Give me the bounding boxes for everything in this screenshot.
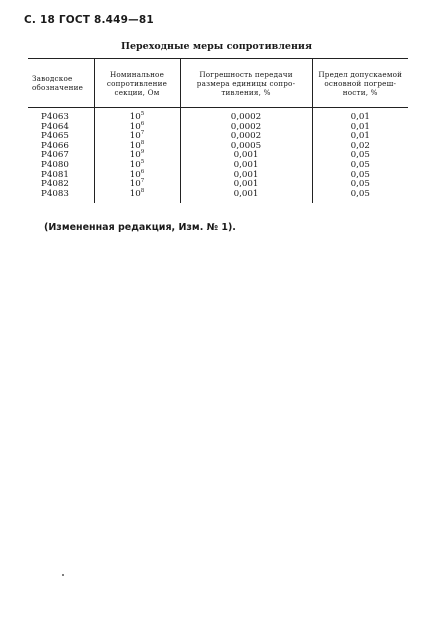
cell-nominal-base: 10 [129, 140, 141, 151]
cell-nominal-base: 10 [129, 112, 141, 122]
header-limit-line: основной погреш- [324, 78, 397, 88]
cell-designation: Р4080 [41, 159, 69, 170]
cell-nominal-exponent: 8 [140, 139, 145, 146]
page-header: С. 18 ГОСТ 8.449—81 [24, 14, 154, 26]
header-nominal-resistance [94, 59, 180, 108]
header-nominal-line: Номинальное [109, 69, 165, 79]
cell-designation: Р4064 [41, 121, 69, 132]
header-designation-line: обозначение [32, 83, 84, 92]
header-limit-line: Предел допускаемой [318, 69, 403, 79]
header-designation-line: Заводское [32, 74, 73, 83]
header-nominal-line: секции, Ом [114, 87, 160, 97]
cell-designation: Р4081 [41, 169, 69, 180]
header-nominal-line: сопротивление [106, 78, 168, 88]
cell-nominal-resistance [94, 187, 180, 204]
table-title: Переходные меры сопротивления [121, 41, 312, 52]
cell-error-limit: 0,05 [312, 161, 408, 171]
cell-error-limit: 0,01 [312, 113, 408, 123]
table-header-row [28, 59, 408, 108]
cell-error-limit: 0,01 [312, 132, 408, 142]
cell-nominal-exponent: 7 [140, 130, 145, 137]
cell-designation: Р4066 [41, 140, 69, 151]
cell-nominal-exponent: 7 [140, 178, 145, 185]
resistance-table-container [28, 58, 408, 203]
cell-error-limit: 0,05 [312, 190, 408, 204]
cell-designation: Р4067 [41, 150, 69, 161]
cell-error-limit: 0,05 [312, 180, 408, 190]
cell-designation: Р4082 [41, 179, 69, 190]
table-body [28, 108, 408, 204]
cell-transfer-error: 0,0005 [180, 142, 312, 152]
table-row [28, 190, 408, 204]
scan-speck [62, 574, 64, 576]
cell-transfer-error: 0,0002 [180, 123, 312, 133]
cell-nominal-base: 10 [129, 188, 141, 199]
header-transfer-error [180, 59, 312, 108]
cell-transfer-error: 0,001 [180, 171, 312, 181]
cell-error-limit: 0,01 [312, 123, 408, 133]
cell-nominal-exponent: 5 [140, 111, 145, 117]
header-designation [28, 59, 94, 108]
cell-nominal-base: 10 [129, 121, 141, 132]
cell-transfer-error: 0,001 [180, 180, 312, 190]
cell-designation: Р4063 [41, 112, 69, 122]
cell-nominal-base: 10 [129, 169, 141, 180]
cell-nominal-base: 10 [129, 179, 141, 190]
cell-nominal-base: 10 [129, 159, 141, 170]
cell-nominal-exponent: 8 [140, 187, 145, 194]
cell-error-limit: 0,05 [312, 171, 408, 181]
header-error-line: тивления, % [221, 87, 271, 97]
cell-transfer-error: 0,001 [180, 161, 312, 171]
header-error-line: размера единицы сопро- [196, 78, 296, 88]
cell-error-limit: 0,02 [312, 142, 408, 152]
cell-designation: Р4065 [41, 131, 69, 142]
cell-nominal-base: 10 [129, 131, 141, 142]
revision-note: (Измененная редакция, Изм. № 1). [44, 222, 236, 233]
cell-transfer-error: 0,0002 [180, 132, 312, 142]
cell-transfer-error: 0,001 [180, 151, 312, 161]
cell-nominal-exponent: 9 [140, 149, 145, 156]
resistance-table [28, 58, 408, 203]
cell-transfer-error: 0,0002 [180, 113, 312, 123]
cell-nominal-exponent: 6 [140, 120, 145, 127]
header-error-line: Погрешность передачи [199, 69, 293, 79]
cell-nominal-exponent: 6 [140, 168, 145, 175]
header-limit-line: ности, % [342, 87, 378, 97]
cell-nominal-base: 10 [129, 150, 141, 161]
header-error-limit [312, 59, 408, 108]
cell-error-limit: 0,05 [312, 151, 408, 161]
cell-designation: Р4083 [41, 188, 69, 199]
cell-transfer-error: 0,001 [180, 190, 312, 204]
cell-nominal-exponent: 5 [140, 158, 145, 165]
